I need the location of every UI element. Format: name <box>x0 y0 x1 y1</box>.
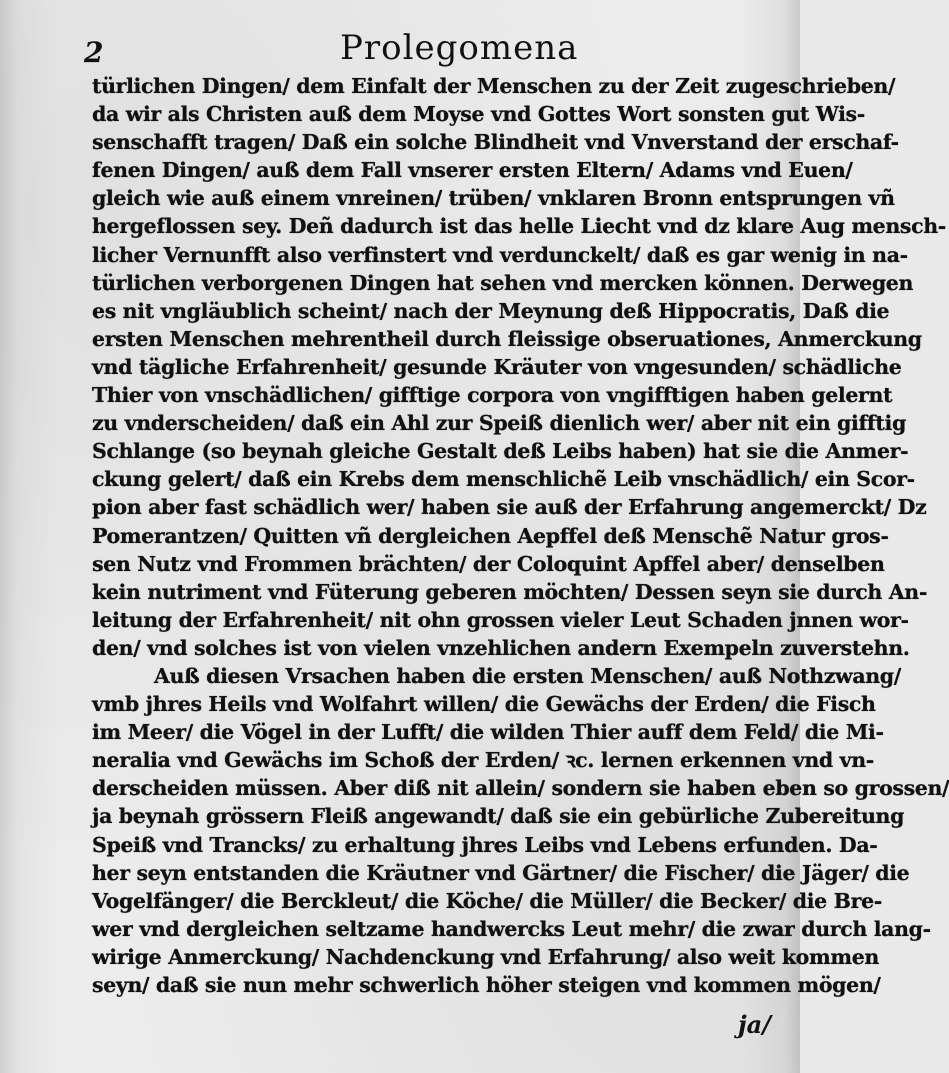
text-line: fenen Dingen/ auß dem Fall vnserer ersten Eltern/ Adams vnd Euen/ <box>92 158 853 183</box>
text-line: wer vnd dergleichen seltzame handwercks Leut mehr/ die zwar durch lang- <box>92 916 931 941</box>
paragraph-start-line: Auß diesen Vrsachen haben die ersten Menschen/ auß Nothzwang/ <box>154 663 901 688</box>
text-line: her seyn entstanden die Kräutner vnd Gärtner/ die Fischer/ die Jäger/ die <box>92 860 910 885</box>
text-line: türlichen verborgenen Dingen hat sehen vnd mercken können. Derwegen <box>92 270 914 295</box>
text-line: Pomerantzen/ Quitten vñ dergleichen Aepffel deß Menschẽ Natur gros- <box>92 523 889 548</box>
text-line: kein nutriment vnd Füterung geberen möchten/ Dessen seyn sie durch An- <box>92 579 928 604</box>
page-number: 2 <box>84 36 104 69</box>
text-line: ersten Menschen mehrentheil durch fleissige obseruationes, Anmerckung <box>92 326 922 351</box>
text-line: neralia vnd Gewächs im Schoß der Erden/ ꝛc. lernen erkennen vnd vn- <box>92 748 874 773</box>
text-line: seyn/ daß sie nun mehr schwerlich höher steigen vnd kommen mögen/ <box>92 973 881 997</box>
text-line: Thier von vnschädlichen/ gifftige corpora von vngifftigen haben gelernt <box>92 383 893 408</box>
text-line: vmb jhres Heils vnd Wolfahrt willen/ die Gewächs der Erden/ die Fisch <box>92 692 876 717</box>
text-line: vnd tägliche Erfahrenheit/ gesunde Kräuter von vngesunden/ schädliche <box>92 354 902 379</box>
text-line: ja beynah grössern Fleiß angewandt/ daß sie ein gebürliche Zubereitung <box>92 804 905 829</box>
paragraph-end-line: den/ vnd solches ist von vielen vnzehlichen andern Exempeln zuverstehn. <box>92 635 910 660</box>
text-line: ckung gelert/ daß ein Krebs dem menschlichẽ Leib vnschädlich/ ein Scor- <box>92 467 915 492</box>
text-line: derscheiden müssen. Aber diß nit allein/ sondern sie haben eben so grossen/ <box>92 776 949 801</box>
text-line: zu vnderscheiden/ daß ein Ahl zur Speiß dienlich wer/ aber nit ein gifftig <box>92 411 906 436</box>
text-line: wirige Anmerckung/ Nachdenckung vnd Erfahrung/ also weit kommen <box>92 944 879 969</box>
text-line: Schlange (so beynah gleiche Gestalt deß Leibs haben) hat sie die Anmer- <box>92 439 909 464</box>
text-line: sen Nutz vnd Frommen brächten/ der Coloquint Apffel aber/ denselben <box>92 551 885 576</box>
text-line: pion aber fast schädlich wer/ haben sie auß der Erfahrung angemerckt/ Dz <box>92 495 927 520</box>
catchword: ja/ <box>738 1010 771 1039</box>
text-line: im Meer/ die Vögel in der Lufft/ die wilden Thier auff dem Feld/ die Mi- <box>92 720 884 745</box>
text-line: licher Vernunfft also verfinstert vnd verdunckelt/ daß es gar wenig in na- <box>92 242 908 267</box>
text-line: senschafft tragen/ Daß ein solche Blindheit vnd Vnverstand der erschaf- <box>92 130 899 155</box>
text-line: leitung der Erfahrenheit/ nit ohn grossen vieler Leut Schaden jnnen wor- <box>92 607 909 632</box>
text-line: hergeflossen sey. Deñ dadurch ist das helle Liecht vnd dz klare Aug mensch- <box>92 214 946 239</box>
running-head: Prolegomena <box>340 28 579 68</box>
text-line: es nit vngläublich scheint/ nach der Meynung deß Hippocratis, Daß die <box>92 298 890 323</box>
text-line: türlichen Dingen/ dem Einfalt der Menschen zu der Zeit zugeschrieben/ <box>92 74 896 98</box>
body-text <box>92 72 949 999</box>
text-line: Vogelfänger/ die Berckleut/ die Köche/ die Müller/ die Becker/ die Bre- <box>92 888 882 913</box>
text-line: Speiß vnd Trancks/ zu erhaltung jhres Leibs vnd Lebens erfunden. Da- <box>92 832 878 857</box>
text-line: gleich wie auß einem vnreinen/ trüben/ vnklaren Bronn entsprungen vñ <box>92 186 895 211</box>
text-line: da wir als Christen auß dem Moyse vnd Gottes Wort sonsten gut Wis- <box>92 102 865 127</box>
